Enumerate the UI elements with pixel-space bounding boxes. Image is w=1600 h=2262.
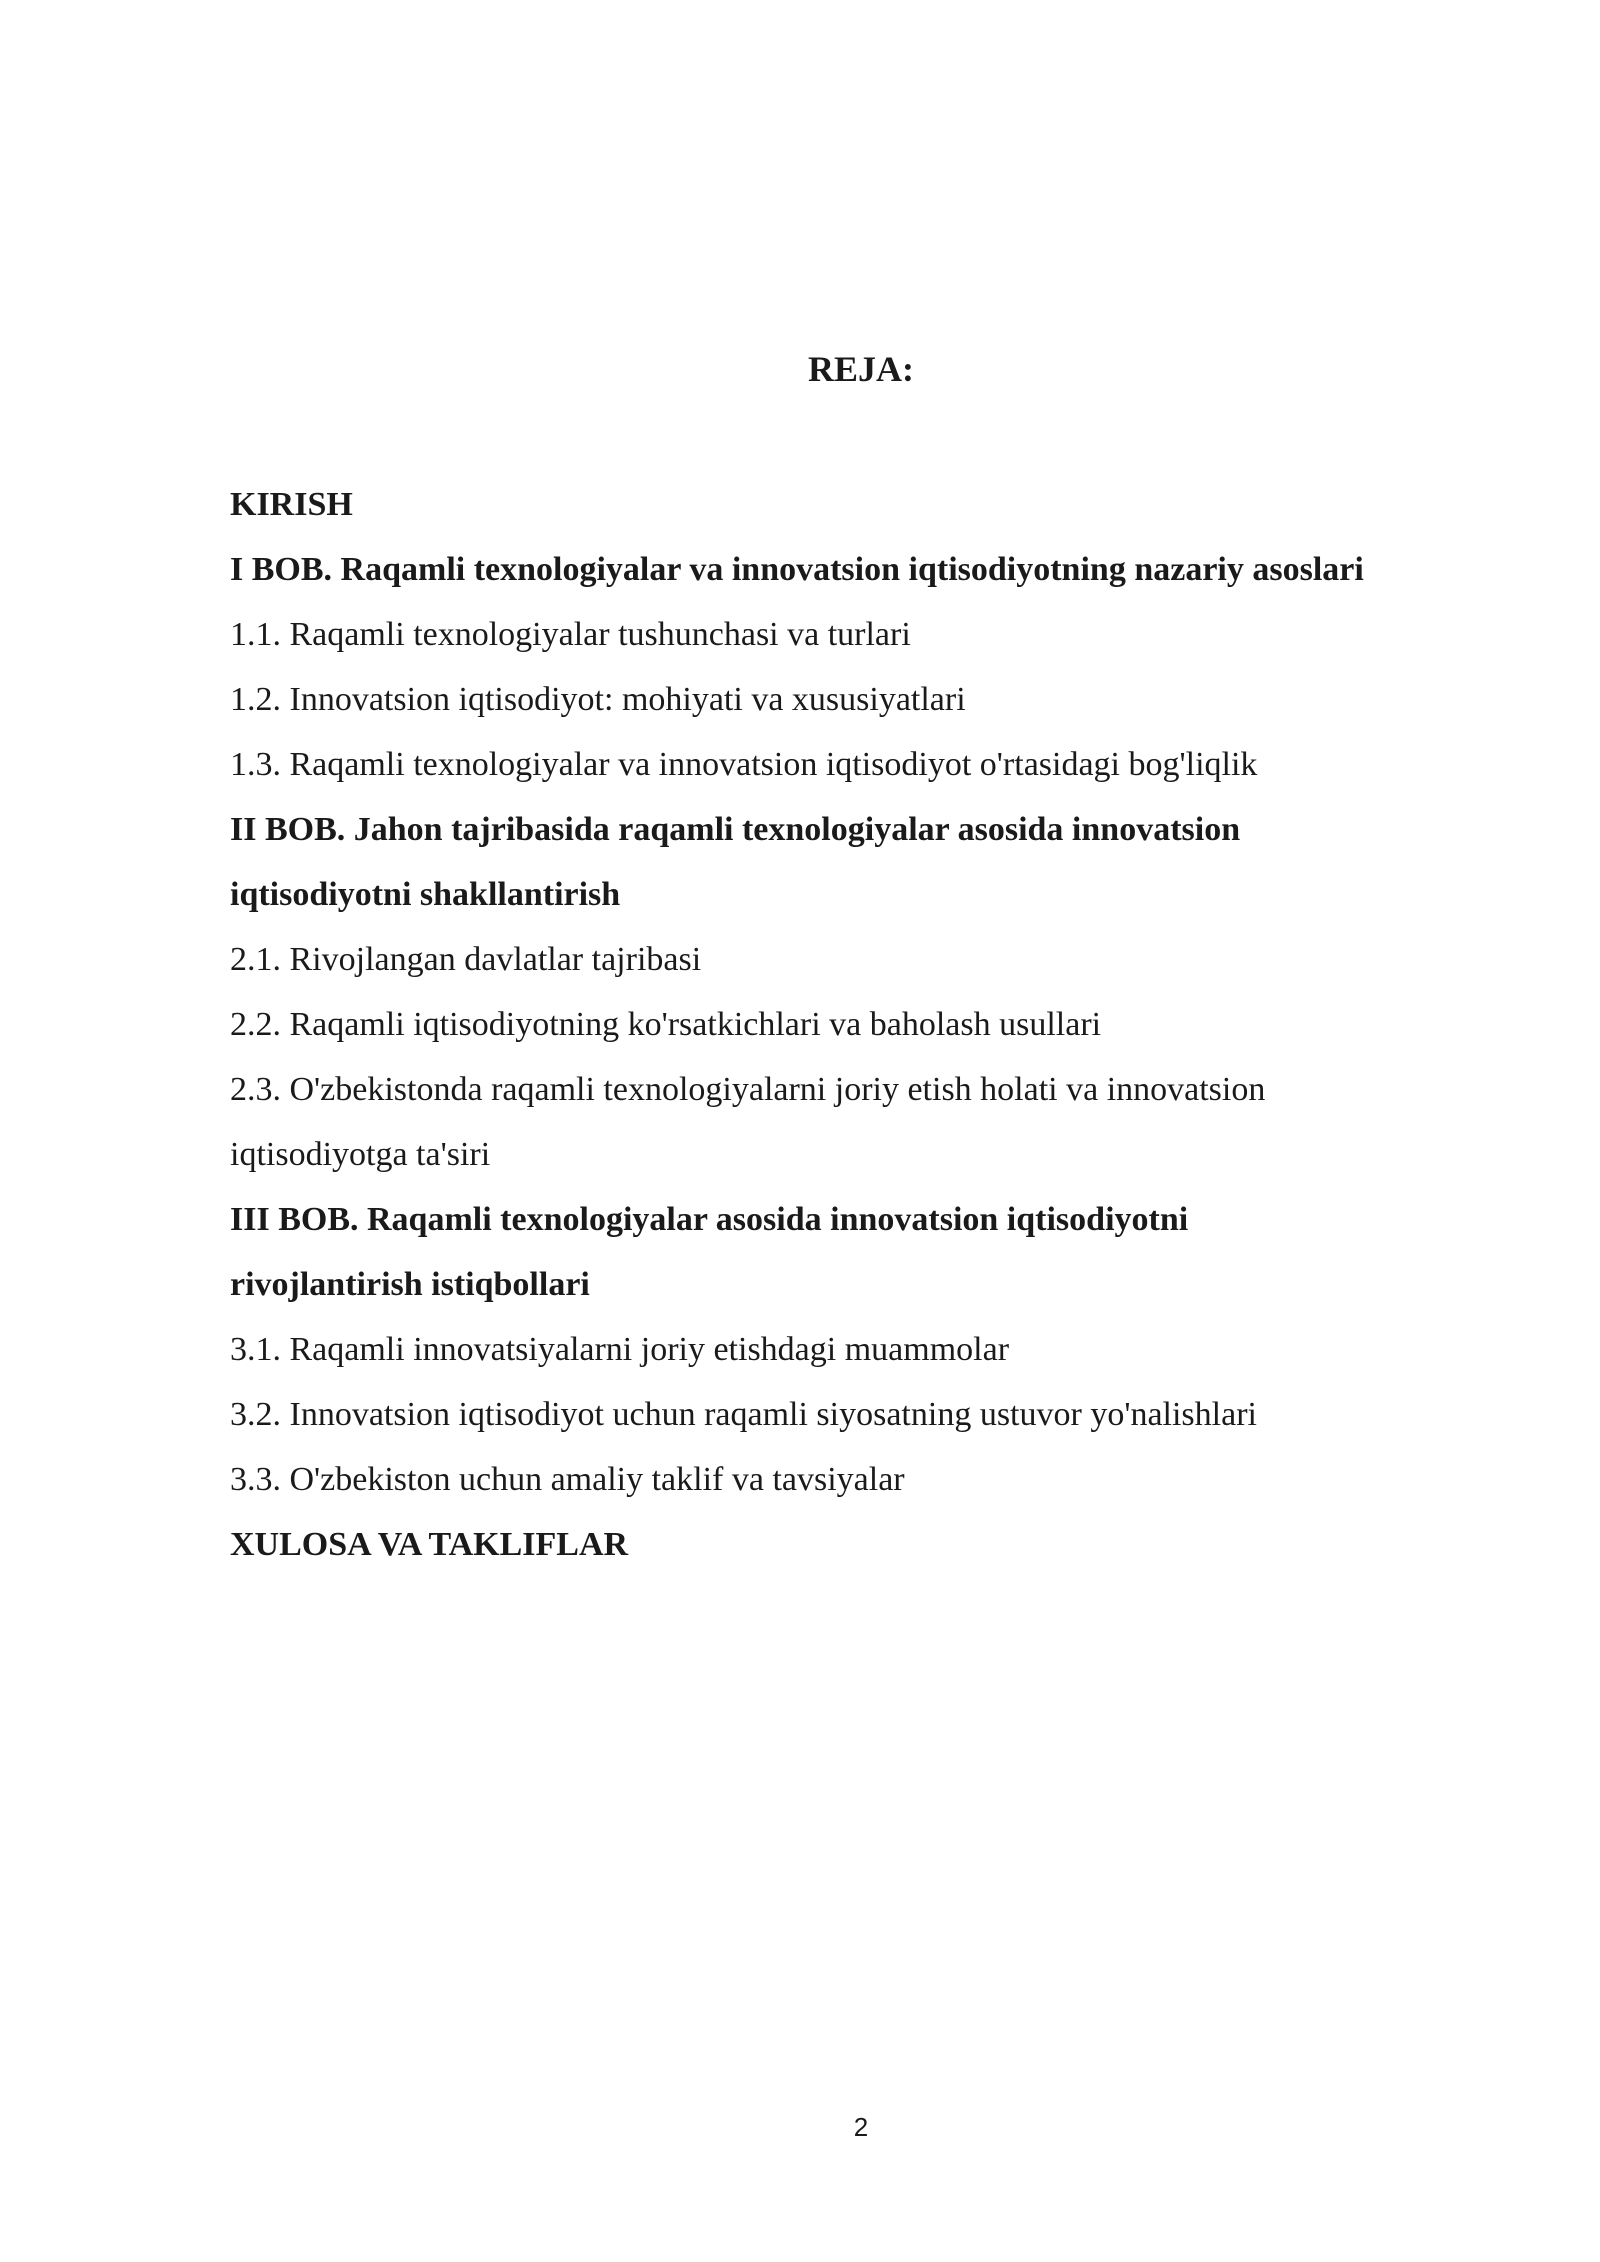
toc-item-line: 1.2. Innovatsion iqtisodiyot: mohiyati va xususiyatlari bbox=[230, 681, 966, 718]
toc-heading-line: III BOB. Raqamli texnologiyalar asosida innovatsion iqtisodiyotni bbox=[230, 1201, 1189, 1238]
toc-item-line: iqtisodiyotga ta'siri bbox=[230, 1136, 491, 1173]
table-of-contents bbox=[230, 472, 1560, 1577]
toc-heading-line: iqtisodiyotni shakllantirish bbox=[230, 876, 621, 913]
page-number: 2 bbox=[853, 2112, 869, 2142]
toc-item-line: 3.1. Raqamli innovatsiyalarni joriy etishdagi muammolar bbox=[230, 1331, 1010, 1368]
toc-item-line: 3.3. O'zbekiston uchun amaliy taklif va tavsiyalar bbox=[230, 1461, 905, 1498]
toc-heading-line: rivojlantirish istiqbollari bbox=[230, 1266, 590, 1303]
toc-item-line: 1.3. Raqamli texnologiyalar va innovatsion iqtisodiyot o'rtasidagi bog'liqlik bbox=[230, 746, 1258, 783]
toc-heading-line: II BOB. Jahon tajribasida raqamli texnologiyalar asosida innovatsion bbox=[230, 811, 1241, 848]
toc-item-line: 2.1. Rivojlangan davlatlar tajribasi bbox=[230, 941, 702, 978]
toc-item-line: 3.2. Innovatsion iqtisodiyot uchun raqamli siyosatning ustuvor yo'nalishlari bbox=[230, 1396, 1257, 1433]
toc-heading-line: XULOSA VA TAKLIFLAR bbox=[230, 1526, 629, 1563]
toc-item-line: 1.1. Raqamli texnologiyalar tushunchasi va turlari bbox=[230, 616, 911, 653]
toc-item-line: 2.3. O'zbekistonda raqamli texnologiyalarni joriy etish holati va innovatsion bbox=[230, 1071, 1266, 1108]
toc-heading-line: I BOB. Raqamli texnologiyalar va innovatsion iqtisodiyotning nazariy asoslari bbox=[230, 551, 1364, 588]
page-title: REJA: bbox=[808, 349, 914, 389]
toc-item-line: 2.2. Raqamli iqtisodiyotning ko'rsatkichlari va baholash usullari bbox=[230, 1006, 1102, 1043]
toc-heading-line: KIRISH bbox=[230, 486, 353, 523]
